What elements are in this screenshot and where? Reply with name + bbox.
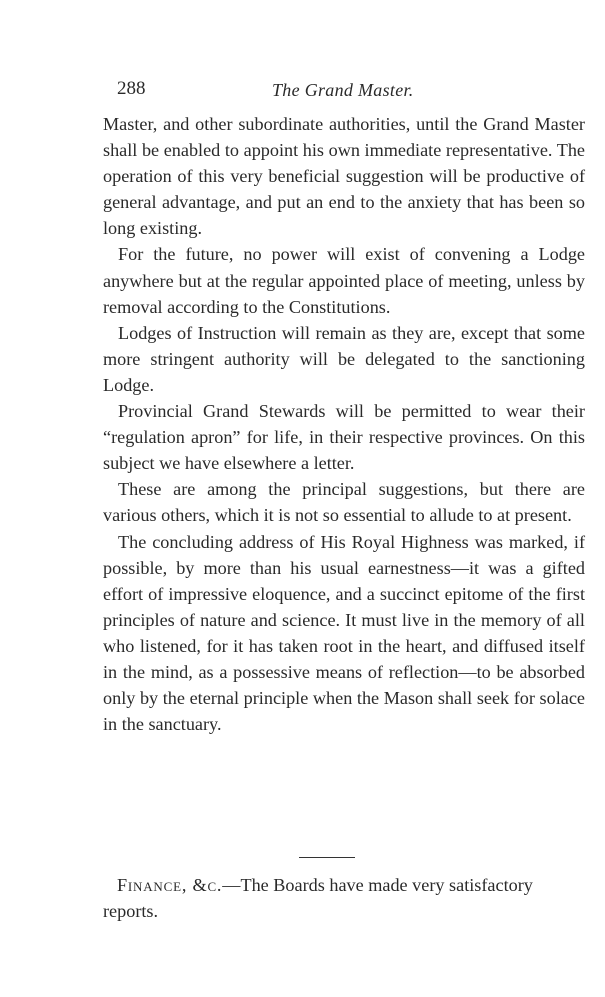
finance-heading: Finance, &c.: [117, 875, 223, 895]
page-header: [117, 78, 435, 102]
page-number: 288: [117, 78, 146, 99]
paragraph: Provincial Grand Stewards will be permitted to wear their “regulation apron” for life, in their respective provinces. On this subject we have elsewhere a letter.: [103, 401, 585, 474]
paragraph: Lodges of Instruction will remain as they are, except that some more stringent authority will be delegated to the sanctioning Lodge.: [103, 322, 585, 395]
body-text: [103, 111, 585, 737]
finance-paragraph: [103, 872, 585, 924]
paragraph: These are among the principal suggestions, but there are various others, which it is not so essential to allude to at present.: [103, 479, 585, 526]
section-divider: [299, 857, 355, 858]
paragraph: The concluding address of His Royal Highness was marked, if possible, by more than his usual earnestness—it was a gifted effort of impressive eloquence, and a succinct epitome of the first principles of nature and science. It must live in the memory of all who listened, for it has taken root in the heart, and diffused itself in the mind, as a possessive means of reflection—to be absorbed only by the eternal principle when the Mason shall seek for solace in the sanctuary.: [103, 531, 585, 735]
paragraph: For the future, no power will exist of convening a Lodge anywhere but at the regular appointed place of meeting, unless by removal according to the Constitutions.: [103, 244, 585, 317]
running-title: The Grand Master.: [272, 80, 414, 100]
paragraph: Master, and other subordinate authorities, until the Grand Master shall be enabled to appoint his own immediate representative. The operation of this very beneficial suggestion will be productive of general advantage, and put an end to the anxiety that has been so long existing.: [103, 114, 585, 239]
finance-text: —The Boards have made very satisfactory reports.: [103, 875, 533, 922]
finance-section: [103, 872, 585, 924]
